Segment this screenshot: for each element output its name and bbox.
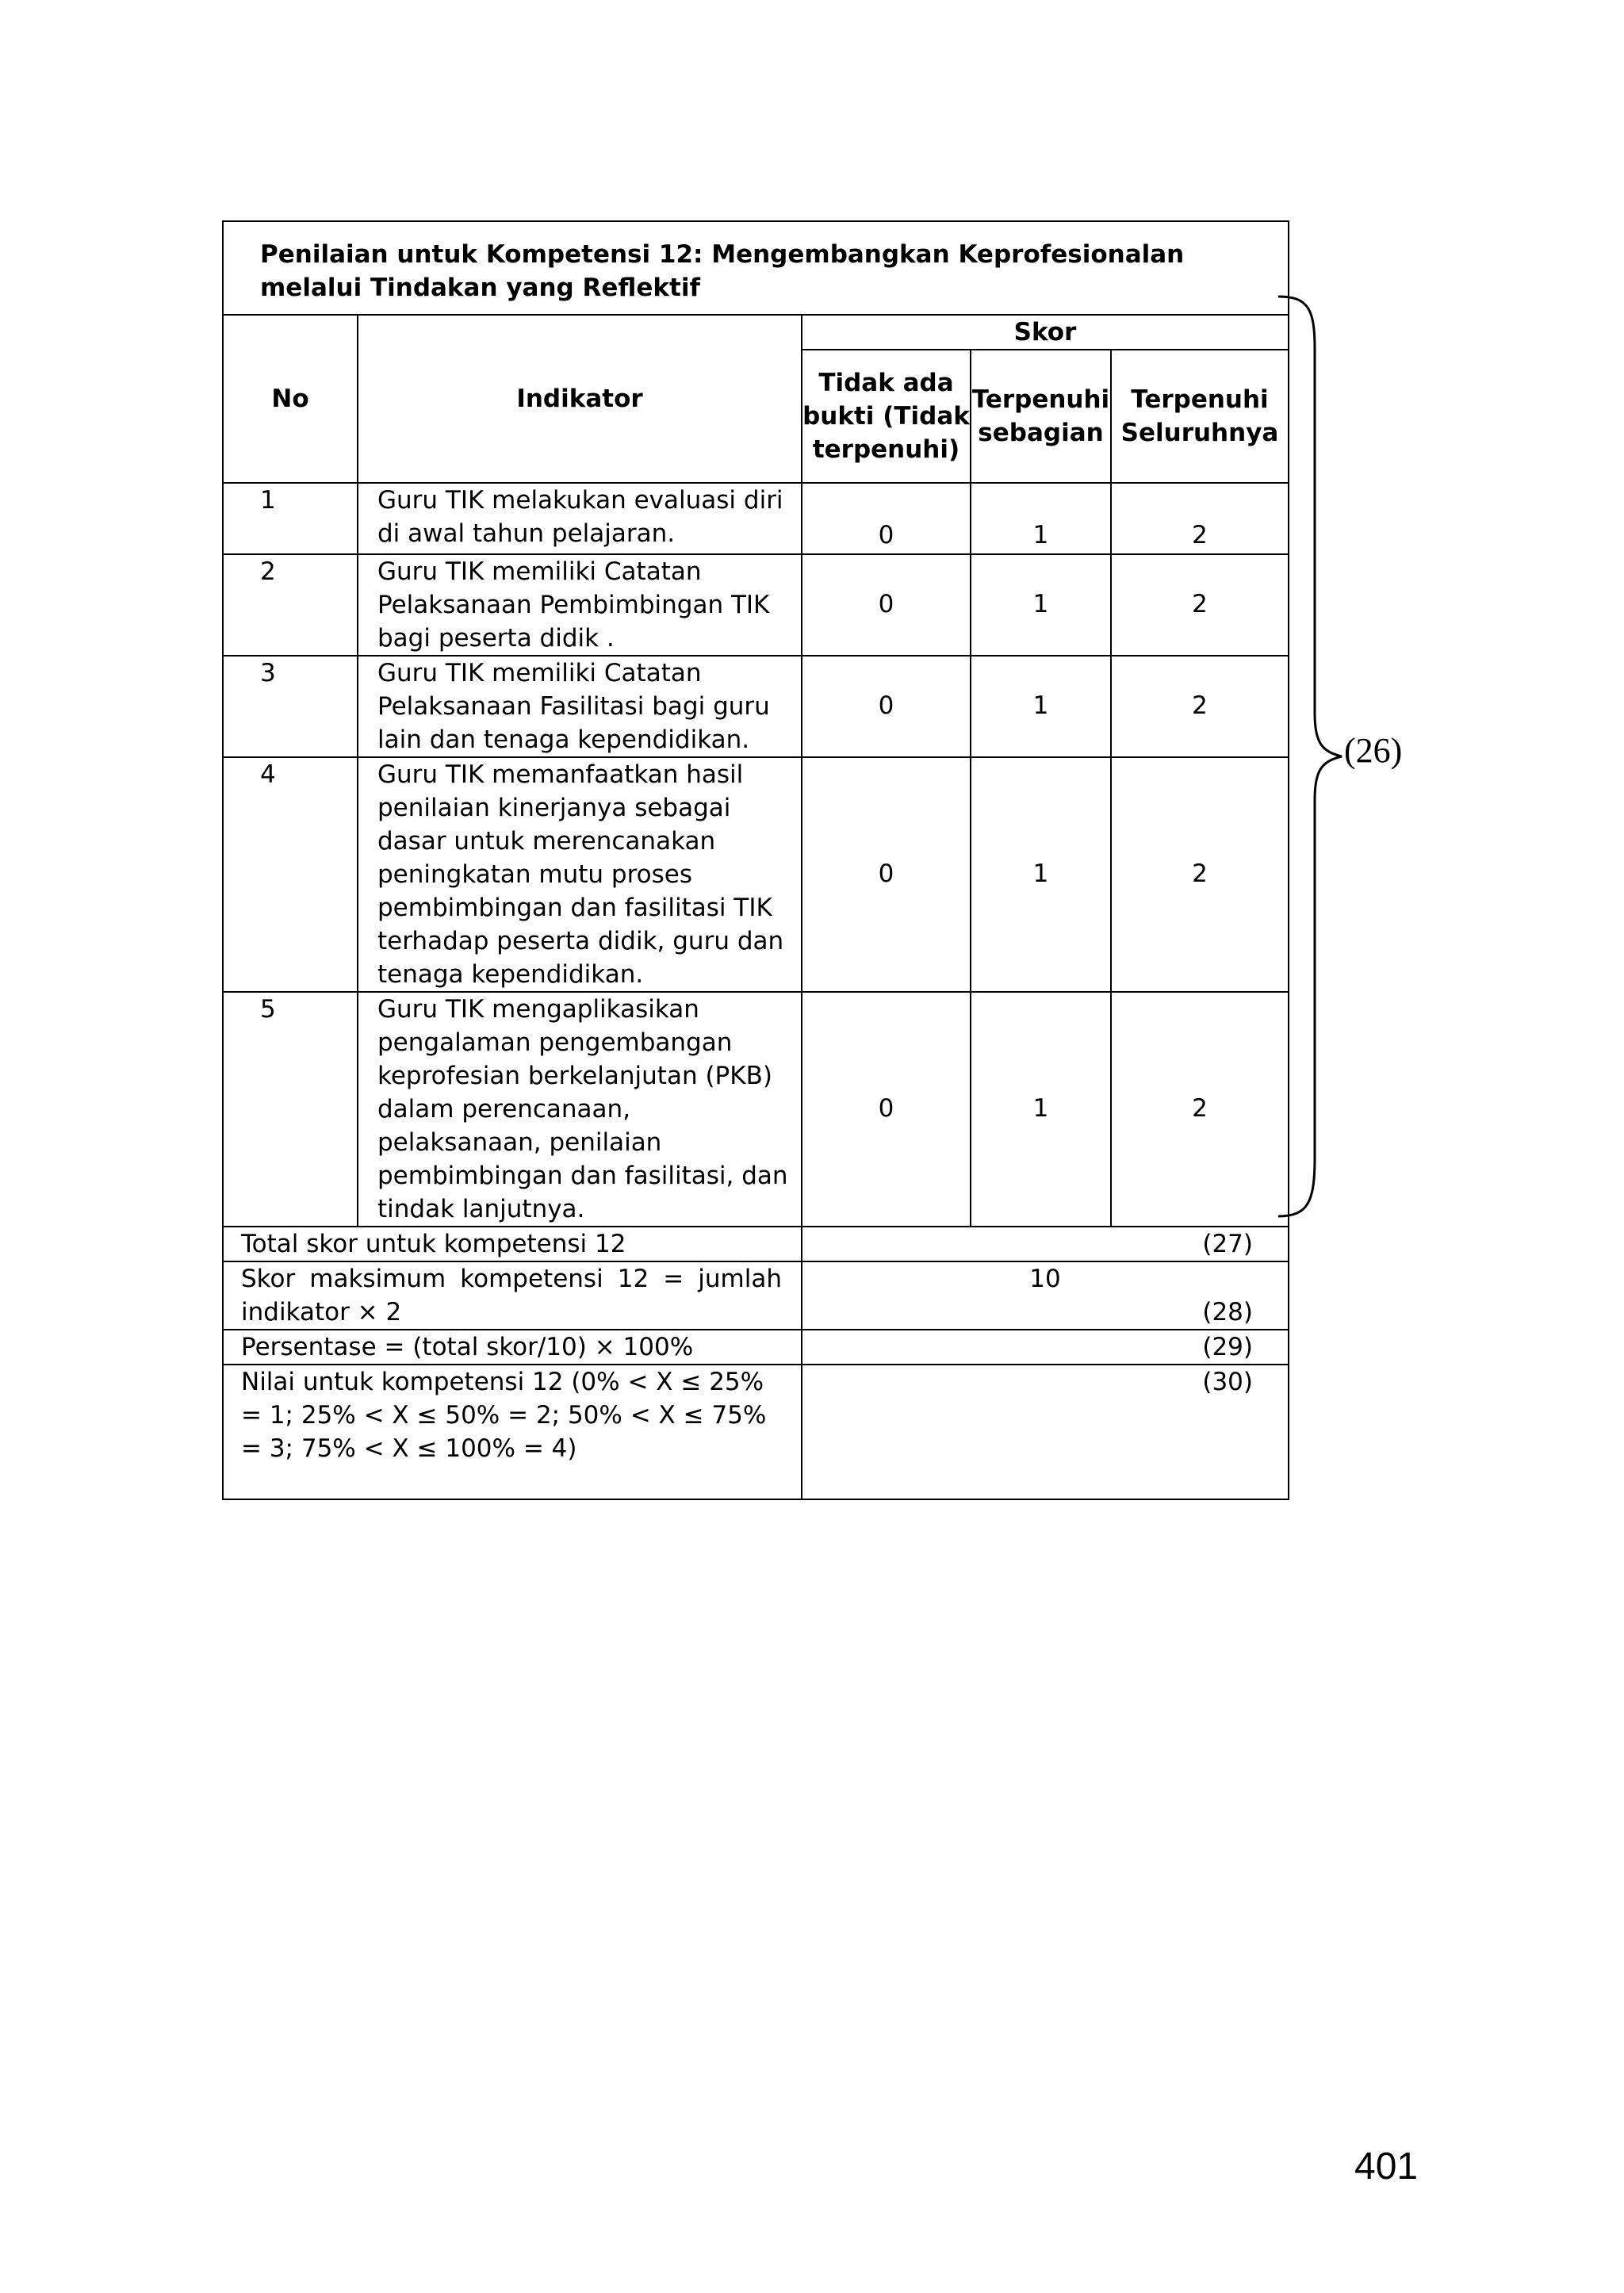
header-terpenuhi-seluruhnya: Terpenuhi Seluruhnya	[1111, 350, 1289, 483]
row-indicator: Guru TIK memanfaatkan hasil penilaian kinerjanya sebagai dasar untuk merencanakan peningkatan mutu proses pembimbingan dan fasilitasi TIK terhadap peserta didik, guru dan tenaga kependidikan.	[358, 757, 802, 992]
percentage-row	[223, 1330, 1289, 1365]
title-row	[223, 221, 1289, 315]
table-row	[223, 554, 1289, 656]
brace-label: (26)	[1344, 731, 1403, 770]
row-number: 4	[223, 757, 358, 992]
score-terpenuhi-sebagian: 1	[971, 483, 1111, 554]
score-terpenuhi-seluruhnya: 2	[1111, 483, 1289, 554]
total-row	[223, 1227, 1289, 1261]
max-score-value: 10	[1029, 1265, 1061, 1293]
score-tidak-ada-bukti: 0	[802, 656, 971, 757]
row-number: 5	[223, 992, 358, 1227]
row-number: 1	[223, 483, 358, 554]
table-row	[223, 656, 1289, 757]
score-terpenuhi-seluruhnya: 2	[1111, 757, 1289, 992]
right-curly-brace	[1277, 293, 1348, 1221]
row-indicator: Guru TIK memiliki Catatan Pelaksanaan Pembimbingan TIK bagi peserta didik .	[358, 554, 802, 656]
score-terpenuhi-sebagian: 1	[971, 757, 1111, 992]
row-indicator: Guru TIK mengaplikasikan pengalaman pengembangan keprofesian berkelanjutan (PKB) dalam perencanaan, pelaksanaan, penilaian pembimbingan dan fasilitasi, dan tindak lanjutnya.	[358, 992, 802, 1227]
score-terpenuhi-sebagian: 1	[971, 992, 1111, 1227]
header-indikator: Indikator	[358, 315, 802, 483]
header-tidak-ada-bukti: Tidak ada bukti (Tidak terpenuhi)	[802, 350, 971, 483]
row-number: 3	[223, 656, 358, 757]
nilai-ref: (30)	[1202, 1368, 1253, 1396]
score-terpenuhi-seluruhnya: 2	[1111, 656, 1289, 757]
score-terpenuhi-seluruhnya: 2	[1111, 992, 1289, 1227]
max-score-row	[223, 1261, 1289, 1330]
header-terpenuhi-sebagian: Terpenuhi sebagian	[971, 350, 1111, 483]
percentage-cell	[802, 1330, 1289, 1365]
total-score-label: Total skor untuk kompetensi 12	[223, 1227, 802, 1261]
percentage-ref: (29)	[1202, 1333, 1253, 1361]
table-row	[223, 992, 1289, 1227]
score-tidak-ada-bukti: 0	[802, 554, 971, 656]
nilai-cell	[802, 1365, 1289, 1499]
table-title: Penilaian untuk Kompetensi 12: Mengembangkan Keprofesionalan melalui Tindakan yang Reflektif	[223, 221, 1289, 315]
total-score-cell	[802, 1227, 1289, 1261]
header-no: No	[223, 315, 358, 483]
nilai-label: Nilai untuk kompetensi 12 (0% < X ≤ 25% = 1; 25% < X ≤ 50% = 2; 50% < X ≤ 75% = 3; 75% < X ≤ 100% = 4)	[223, 1365, 802, 1499]
row-indicator: Guru TIK memiliki Catatan Pelaksanaan Fasilitasi bagi guru lain dan tenaga kependidikan.	[358, 656, 802, 757]
score-terpenuhi-sebagian: 1	[971, 554, 1111, 656]
table-row	[223, 757, 1289, 992]
row-indicator: Guru TIK melakukan evaluasi diri di awal tahun pelajaran.	[358, 483, 802, 554]
competency-assessment-table	[222, 220, 1289, 1500]
header-row-1	[223, 315, 1289, 350]
max-score-ref: (28)	[1202, 1298, 1253, 1326]
row-number: 2	[223, 554, 358, 656]
score-terpenuhi-seluruhnya: 2	[1111, 554, 1289, 656]
max-score-label: Skor maksimum kompetensi 12 = jumlah indikator × 2	[223, 1261, 802, 1330]
score-terpenuhi-sebagian: 1	[971, 656, 1111, 757]
nilai-row	[223, 1365, 1289, 1499]
score-tidak-ada-bukti: 0	[802, 992, 971, 1227]
page-number: 401	[1354, 2146, 1419, 2188]
table-row	[223, 483, 1289, 554]
max-score-cell	[802, 1261, 1289, 1330]
total-score-ref: (27)	[1202, 1230, 1253, 1258]
percentage-label: Persentase = (total skor/10) × 100%	[223, 1330, 802, 1365]
header-skor: Skor	[802, 315, 1289, 350]
score-tidak-ada-bukti: 0	[802, 757, 971, 992]
score-tidak-ada-bukti: 0	[802, 483, 971, 554]
